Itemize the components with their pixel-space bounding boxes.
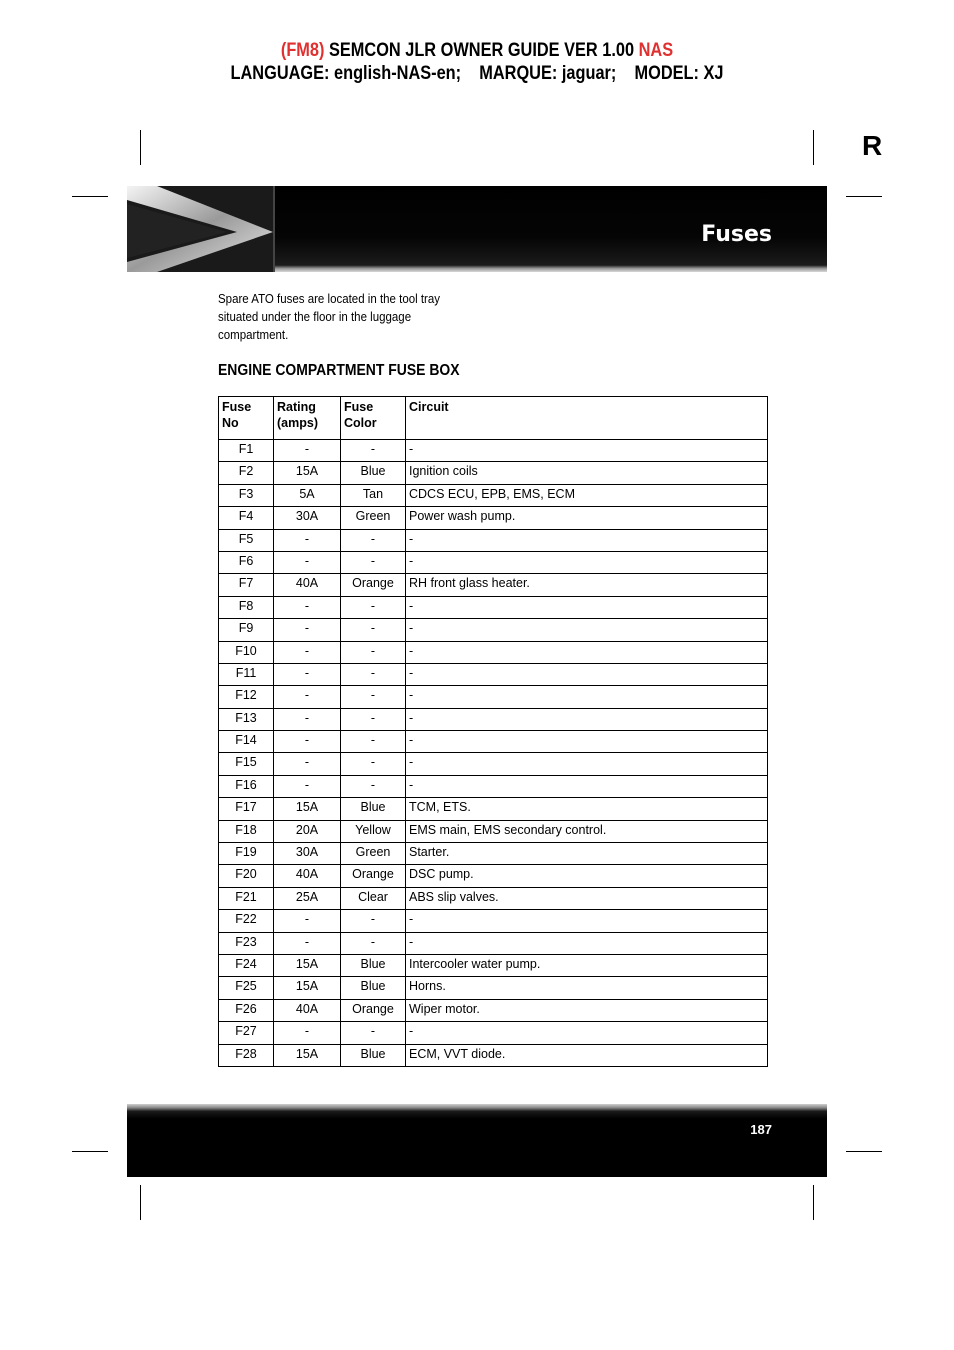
cell-color: Green [341, 843, 406, 865]
cell-circuit: - [406, 910, 768, 932]
cell-color: - [341, 932, 406, 954]
table-row [219, 954, 768, 976]
cell-fuse-no: F4 [219, 507, 274, 529]
table-row [219, 887, 768, 909]
cell-circuit: DSC pump. [406, 865, 768, 887]
cell-circuit: - [406, 1022, 768, 1044]
cell-color: Orange [341, 574, 406, 596]
cell-rating: - [274, 641, 341, 663]
cell-color: - [341, 731, 406, 753]
cell-fuse-no: F18 [219, 820, 274, 842]
cell-fuse-no: F21 [219, 887, 274, 909]
table-row [219, 932, 768, 954]
cell-color: - [341, 529, 406, 551]
table-row [219, 440, 768, 462]
crop-mark [846, 1151, 882, 1152]
cell-rating: - [274, 910, 341, 932]
table-row [219, 551, 768, 573]
cell-circuit: - [406, 686, 768, 708]
cell-rating: 40A [274, 999, 341, 1021]
table-row [219, 462, 768, 484]
cell-rating: 25A [274, 887, 341, 909]
cell-fuse-no: F13 [219, 708, 274, 730]
cell-rating: 20A [274, 820, 341, 842]
cell-circuit: Wiper motor. [406, 999, 768, 1021]
cell-rating: 15A [274, 462, 341, 484]
cell-fuse-no: F10 [219, 641, 274, 663]
cell-fuse-no: F7 [219, 574, 274, 596]
header-guide-title: SEMCON JLR OWNER GUIDE VER 1.00 [324, 40, 639, 61]
cell-rating: 15A [274, 798, 341, 820]
cell-fuse-no: F28 [219, 1044, 274, 1066]
column-header-color: Fuse Color [341, 397, 406, 440]
document-header-line-2: LANGUAGE: english-NAS-en; MARQUE: jaguar; MODEL: XJ [230, 63, 724, 84]
crop-mark [846, 196, 882, 197]
chevron-icon [127, 186, 273, 272]
column-header-circuit: Circuit [406, 397, 768, 440]
cell-circuit: Ignition coils [406, 462, 768, 484]
table-row [219, 484, 768, 506]
document-header-line-1 [67, 40, 887, 62]
table-row [219, 663, 768, 685]
cell-color: Blue [341, 462, 406, 484]
cell-rating: - [274, 753, 341, 775]
cell-fuse-no: F1 [219, 440, 274, 462]
cell-rating: - [274, 775, 341, 797]
table-row [219, 775, 768, 797]
table-row [219, 977, 768, 999]
cell-fuse-no: F17 [219, 798, 274, 820]
cell-circuit: - [406, 596, 768, 618]
cell-fuse-no: F9 [219, 619, 274, 641]
cell-color: - [341, 663, 406, 685]
cell-fuse-no: F6 [219, 551, 274, 573]
cell-circuit: - [406, 440, 768, 462]
cell-circuit: - [406, 663, 768, 685]
cell-rating: - [274, 596, 341, 618]
cell-rating: 30A [274, 843, 341, 865]
cell-rating: 15A [274, 954, 341, 976]
column-header-fuse-no: Fuse No [219, 397, 274, 440]
crop-mark [140, 130, 141, 165]
table-row [219, 529, 768, 551]
cell-circuit: - [406, 551, 768, 573]
cell-circuit: - [406, 775, 768, 797]
cell-fuse-no: F2 [219, 462, 274, 484]
cell-fuse-no: F20 [219, 865, 274, 887]
table-row [219, 686, 768, 708]
fuse-table [218, 396, 768, 1067]
section-tab-letter: R [862, 130, 883, 161]
cell-fuse-no: F15 [219, 753, 274, 775]
cell-color: Clear [341, 887, 406, 909]
cell-rating: - [274, 529, 341, 551]
cell-color: Blue [341, 1044, 406, 1066]
cell-color: - [341, 686, 406, 708]
cell-rating: - [274, 619, 341, 641]
section-heading: ENGINE COMPARTMENT FUSE BOX [218, 362, 460, 379]
table-row [219, 910, 768, 932]
cell-fuse-no: F12 [219, 686, 274, 708]
table-row [219, 798, 768, 820]
cell-circuit: Power wash pump. [406, 507, 768, 529]
cell-color: - [341, 619, 406, 641]
cell-fuse-no: F22 [219, 910, 274, 932]
cell-circuit: - [406, 932, 768, 954]
cell-fuse-no: F24 [219, 954, 274, 976]
cell-color: Blue [341, 954, 406, 976]
cell-circuit: RH front glass heater. [406, 574, 768, 596]
cell-circuit: - [406, 753, 768, 775]
cell-color: - [341, 596, 406, 618]
cell-color: - [341, 775, 406, 797]
table-row [219, 708, 768, 730]
table-row [219, 999, 768, 1021]
cell-fuse-no: F5 [219, 529, 274, 551]
table-row [219, 820, 768, 842]
table-row [219, 1022, 768, 1044]
cell-fuse-no: F19 [219, 843, 274, 865]
crop-mark [72, 196, 108, 197]
table-row [219, 574, 768, 596]
cell-rating: - [274, 686, 341, 708]
cell-rating: - [274, 663, 341, 685]
table-row [219, 1044, 768, 1066]
cell-circuit: - [406, 529, 768, 551]
cell-rating: - [274, 440, 341, 462]
cell-color: - [341, 910, 406, 932]
cell-rating: - [274, 932, 341, 954]
cell-fuse-no: F16 [219, 775, 274, 797]
table-row [219, 731, 768, 753]
cell-circuit: Starter. [406, 843, 768, 865]
cell-fuse-no: F14 [219, 731, 274, 753]
header-region: NAS [638, 40, 674, 61]
table-row [219, 753, 768, 775]
table-row [219, 507, 768, 529]
cell-color: Orange [341, 865, 406, 887]
cell-rating: 15A [274, 1044, 341, 1066]
cell-fuse-no: F26 [219, 999, 274, 1021]
cell-fuse-no: F27 [219, 1022, 274, 1044]
cell-color: Orange [341, 999, 406, 1021]
chapter-title: Fuses [701, 222, 772, 247]
page-number: 187 [750, 1122, 772, 1137]
fuse-table-body [219, 440, 768, 1067]
column-header-rating: Rating (amps) [274, 397, 341, 440]
cell-circuit: - [406, 619, 768, 641]
crop-mark [72, 1151, 108, 1152]
cell-circuit: EMS main, EMS secondary control. [406, 820, 768, 842]
cell-rating: - [274, 708, 341, 730]
cell-color: - [341, 641, 406, 663]
cell-circuit: - [406, 731, 768, 753]
cell-fuse-no: F11 [219, 663, 274, 685]
cell-rating: 40A [274, 574, 341, 596]
cell-fuse-no: F25 [219, 977, 274, 999]
cell-rating: 5A [274, 484, 341, 506]
crop-mark [813, 130, 814, 165]
cell-color: Yellow [341, 820, 406, 842]
cell-color: - [341, 753, 406, 775]
cell-circuit: Horns. [406, 977, 768, 999]
cell-color: - [341, 1022, 406, 1044]
cell-color: - [341, 440, 406, 462]
cell-circuit: CDCS ECU, EPB, EMS, ECM [406, 484, 768, 506]
cell-circuit: ABS slip valves. [406, 887, 768, 909]
table-row [219, 865, 768, 887]
chevron-graphic [127, 186, 275, 272]
crop-mark [813, 1185, 814, 1220]
table-row [219, 843, 768, 865]
page-footer [127, 1104, 827, 1177]
cell-rating: 15A [274, 977, 341, 999]
table-row [219, 641, 768, 663]
table-header-row [219, 397, 768, 440]
cell-color: - [341, 708, 406, 730]
cell-color: - [341, 551, 406, 573]
chapter-banner [127, 186, 827, 272]
cell-fuse-no: F3 [219, 484, 274, 506]
cell-rating: - [274, 551, 341, 573]
cell-color: Tan [341, 484, 406, 506]
cell-rating: 30A [274, 507, 341, 529]
cell-rating: - [274, 1022, 341, 1044]
cell-fuse-no: F23 [219, 932, 274, 954]
table-row [219, 619, 768, 641]
table-row [219, 596, 768, 618]
cell-color: Blue [341, 798, 406, 820]
cell-color: Green [341, 507, 406, 529]
cell-fuse-no: F8 [219, 596, 274, 618]
header-code: (FM8) [280, 40, 325, 61]
cell-rating: - [274, 731, 341, 753]
cell-circuit: Intercooler water pump. [406, 954, 768, 976]
intro-paragraph: Spare ATO fuses are located in the tool tray situated under the floor in the luggage compartment. [218, 292, 441, 342]
cell-circuit: - [406, 641, 768, 663]
cell-circuit: - [406, 708, 768, 730]
cell-rating: 40A [274, 865, 341, 887]
cell-circuit: ECM, VVT diode. [406, 1044, 768, 1066]
cell-color: Blue [341, 977, 406, 999]
crop-mark [140, 1185, 141, 1220]
cell-circuit: TCM, ETS. [406, 798, 768, 820]
